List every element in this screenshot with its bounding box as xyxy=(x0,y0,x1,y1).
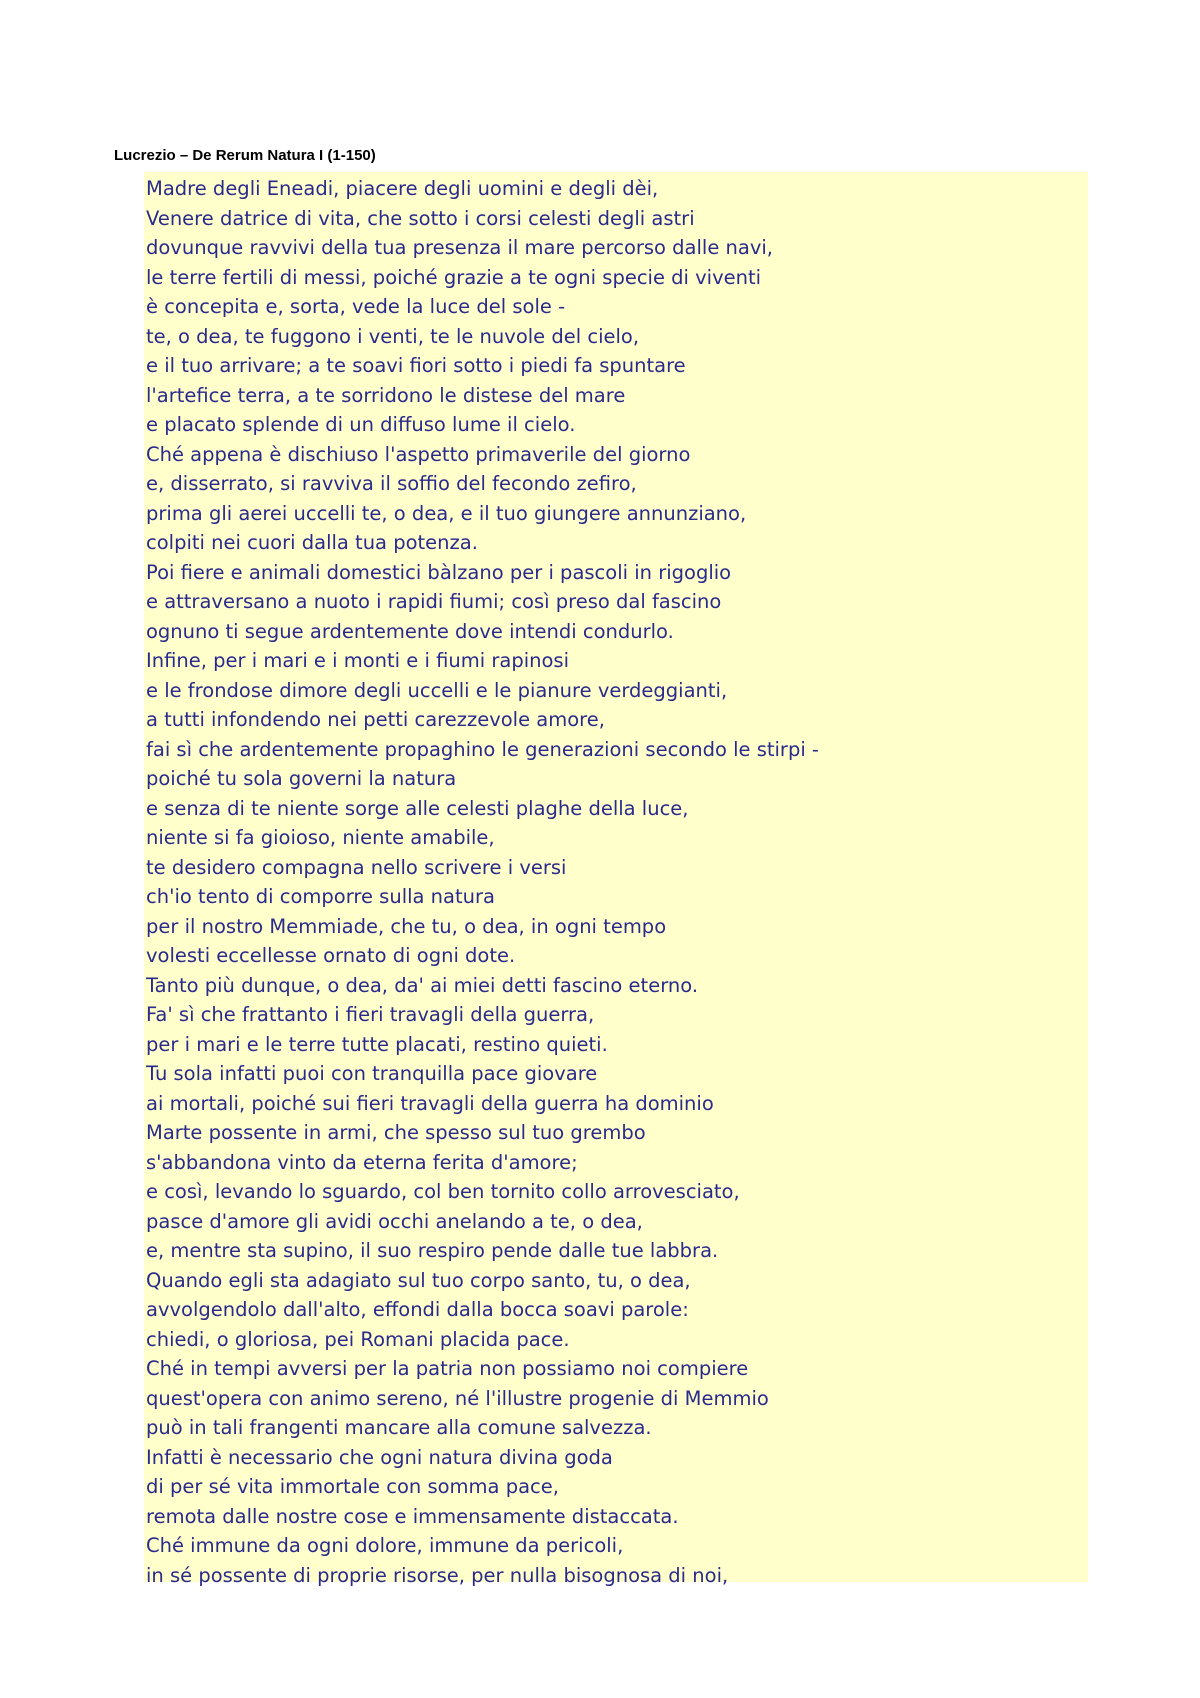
verse-line: Infine, per i mari e i monti e i fiumi rapinosi xyxy=(146,649,569,672)
verse-line: l'artefice terra, a te sorridono le distese del mare xyxy=(146,383,626,407)
verse-line: te, o dea, te fuggono i venti, te le nuvole del cielo, xyxy=(146,324,640,348)
verse-line: per i mari e le terre tutte placati, restino quieti. xyxy=(146,1032,608,1056)
verse-line: ognuno ti segue ardentemente dove intendi condurlo. xyxy=(146,619,674,643)
verse-line: Ché appena è dischiuso l'aspetto primaverile del giorno xyxy=(146,442,691,466)
verse-line: e, mentre sta supino, il suo respiro pende dalle tue labbra. xyxy=(146,1239,719,1262)
verse-line: Quando egli sta adagiato sul tuo corpo santo, tu, o dea, xyxy=(146,1268,691,1292)
verse-line: pasce d'amore gli avidi occhi anelando a te, o dea, xyxy=(146,1209,643,1233)
verse-line: per il nostro Memmiade, che tu, o dea, in ogni tempo xyxy=(146,914,667,938)
verse-line: ch'io tento di comporre sulla natura xyxy=(146,885,495,908)
verse-line: quest'opera con animo sereno, né l'illustre progenie di Memmio xyxy=(146,1386,769,1410)
verse-line: chiedi, o gloriosa, pei Romani placida pace. xyxy=(146,1327,570,1351)
verse-line: e così, levando lo sguardo, col ben tornito collo arrovesciato, xyxy=(146,1180,740,1203)
poem-highlight-block xyxy=(144,172,1088,1587)
verse-line: di per sé vita immortale con somma pace, xyxy=(146,1475,559,1498)
verse-line: Fa' sì che frattanto i fieri travagli della guerra, xyxy=(146,1003,595,1026)
verse-line: Venere datrice di vita, che sotto i corsi celesti degli astri xyxy=(146,206,695,230)
verse-line: fai sì che ardentemente propaghino le generazioni secondo le stirpi - xyxy=(146,737,819,761)
verse-line: e senza di te niente sorge alle celesti plaghe della luce, xyxy=(146,796,689,820)
verse-line: Marte possente in armi, che spesso sul tuo grembo xyxy=(146,1121,646,1144)
verse-line: Madre degli Eneadi, piacere degli uomini e degli dèi, xyxy=(146,177,659,200)
verse-line: avvolgendolo dall'alto, effondi dalla bocca soavi parole: xyxy=(146,1298,689,1321)
document-title: Lucrezio – De Rerum Natura I (1-150) xyxy=(114,147,376,164)
verse-line: dovunque ravvivi della tua presenza il mare percorso dalle navi, xyxy=(146,236,773,259)
verse-line: volesti eccellesse ornato di ogni dote. xyxy=(146,944,516,967)
verse-line: e le frondose dimore degli uccelli e le pianure verdeggianti, xyxy=(146,678,728,702)
verse-line: Tanto più dunque, o dea, da' ai miei detti fascino eterno. xyxy=(146,973,699,997)
verse-line: s'abbandona vinto da eterna ferita d'amore; xyxy=(146,1150,578,1174)
verse-line: Ché immune da ogni dolore, immune da pericoli, xyxy=(146,1534,624,1557)
verse-list xyxy=(146,174,819,1590)
verse-line: può in tali frangenti mancare alla comune salvezza. xyxy=(146,1416,652,1439)
verse-line: remota dalle nostre cose e immensamente distaccata. xyxy=(146,1504,679,1528)
verse-line: colpiti nei cuori dalla tua potenza. xyxy=(146,531,478,554)
verse-line: e attraversano a nuoto i rapidi fiumi; così preso dal fascino xyxy=(146,590,722,613)
verse-line: poiché tu sola governi la natura xyxy=(146,767,457,790)
verse-line: Poi fiere e animali domestici bàlzano per i pascoli in rigoglio xyxy=(146,560,732,584)
verse-line: prima gli aerei uccelli te, o dea, e il tuo giungere annunziano, xyxy=(146,501,747,525)
verse-line: Infatti è necessario che ogni natura divina goda xyxy=(146,1445,613,1469)
verse-line: Tu sola infatti puoi con tranquilla pace giovare xyxy=(146,1062,598,1085)
verse-line: ai mortali, poiché sui fieri travagli della guerra ha dominio xyxy=(146,1091,714,1115)
verse-line: le terre fertili di messi, poiché grazie a te ogni specie di viventi xyxy=(146,265,762,289)
verse-line: Ché in tempi avversi per la patria non possiamo noi compiere xyxy=(146,1357,749,1380)
verse-line: e il tuo arrivare; a te soavi fiori sotto i piedi fa spuntare xyxy=(146,354,686,377)
verse-line: e placato splende di un diffuso lume il cielo. xyxy=(146,413,576,436)
verse-line: a tutti infondendo nei petti carezzevole amore, xyxy=(146,708,605,731)
verse-line: niente si fa gioioso, niente amabile, xyxy=(146,826,495,849)
verse-line: e, disserrato, si ravviva il soffio del fecondo zefiro, xyxy=(146,472,637,495)
verse-line: te desidero compagna nello scrivere i versi xyxy=(146,855,567,879)
verse-line: in sé possente di proprie risorse, per nulla bisognosa di noi, xyxy=(146,1563,729,1587)
verse-line: è concepita e, sorta, vede la luce del sole - xyxy=(146,295,566,318)
